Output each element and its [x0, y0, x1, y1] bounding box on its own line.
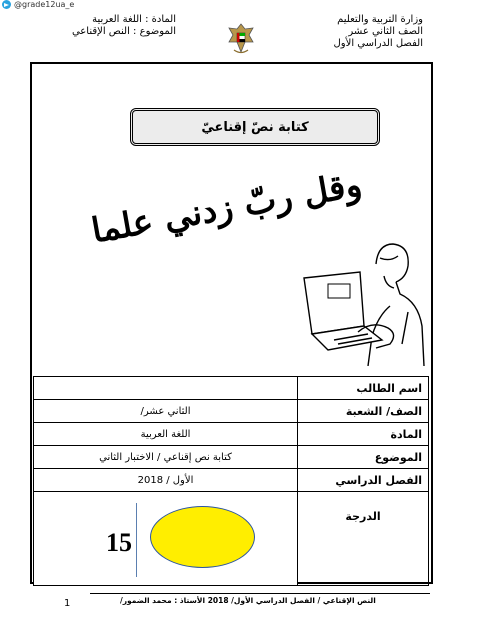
grade-divider — [136, 503, 137, 577]
header-line: الموضوع : النص الإقناعي — [71, 26, 176, 37]
header-line: وزارة التربية والتعليم — [337, 14, 423, 25]
page-title — [130, 108, 380, 146]
grade-score: 15 — [106, 528, 132, 557]
page-number: 1 — [64, 598, 71, 609]
header-line: الصف الثاني عشر — [348, 26, 423, 37]
table-row — [34, 377, 429, 400]
calligraphy-verse: وقل ربّ زدني علما — [88, 164, 365, 252]
grade-ellipse — [150, 506, 255, 568]
footer-text: النص الإقناعي / الفصل الدراسي الأول/ 2018 الأستاذ : محمد الضمور/ — [120, 596, 376, 605]
semester-field: الأول / 2018 — [34, 469, 298, 492]
table-row — [34, 469, 429, 492]
subject-field: اللغة العربية — [34, 423, 298, 446]
topic-field: كتابة نص إقناعي / الاختبار الثاني — [34, 446, 298, 469]
emblem-icon — [226, 22, 256, 56]
class-field[interactable]: الثاني عشر/ — [34, 400, 298, 423]
student-name-field[interactable] — [34, 377, 298, 400]
grade-label: الدرجة — [298, 492, 429, 586]
row-label: الفصل الدراسي — [298, 469, 429, 492]
row-label: المادة — [298, 423, 429, 446]
footer-divider — [90, 593, 430, 594]
student-laptop-illustration — [298, 236, 428, 366]
row-label: الموضوع — [298, 446, 429, 469]
header-line: الفصل الدراسي الأول — [333, 38, 423, 49]
header-ministry — [334, 14, 423, 50]
page-title-text: كتابة نصّ إقناعيّ — [201, 119, 309, 135]
row-label: اسم الطالب — [298, 377, 429, 400]
telegram-icon — [2, 0, 11, 9]
header-subject — [46, 14, 176, 38]
table-row — [34, 400, 429, 423]
row-label: الصف/ الشعبة — [298, 400, 429, 423]
watermark — [2, 0, 74, 9]
header-line: المادة : اللغة العربية — [92, 14, 176, 25]
table-row — [34, 446, 429, 469]
table-row — [34, 423, 429, 446]
watermark-text: @grade12ua_e — [14, 0, 75, 9]
